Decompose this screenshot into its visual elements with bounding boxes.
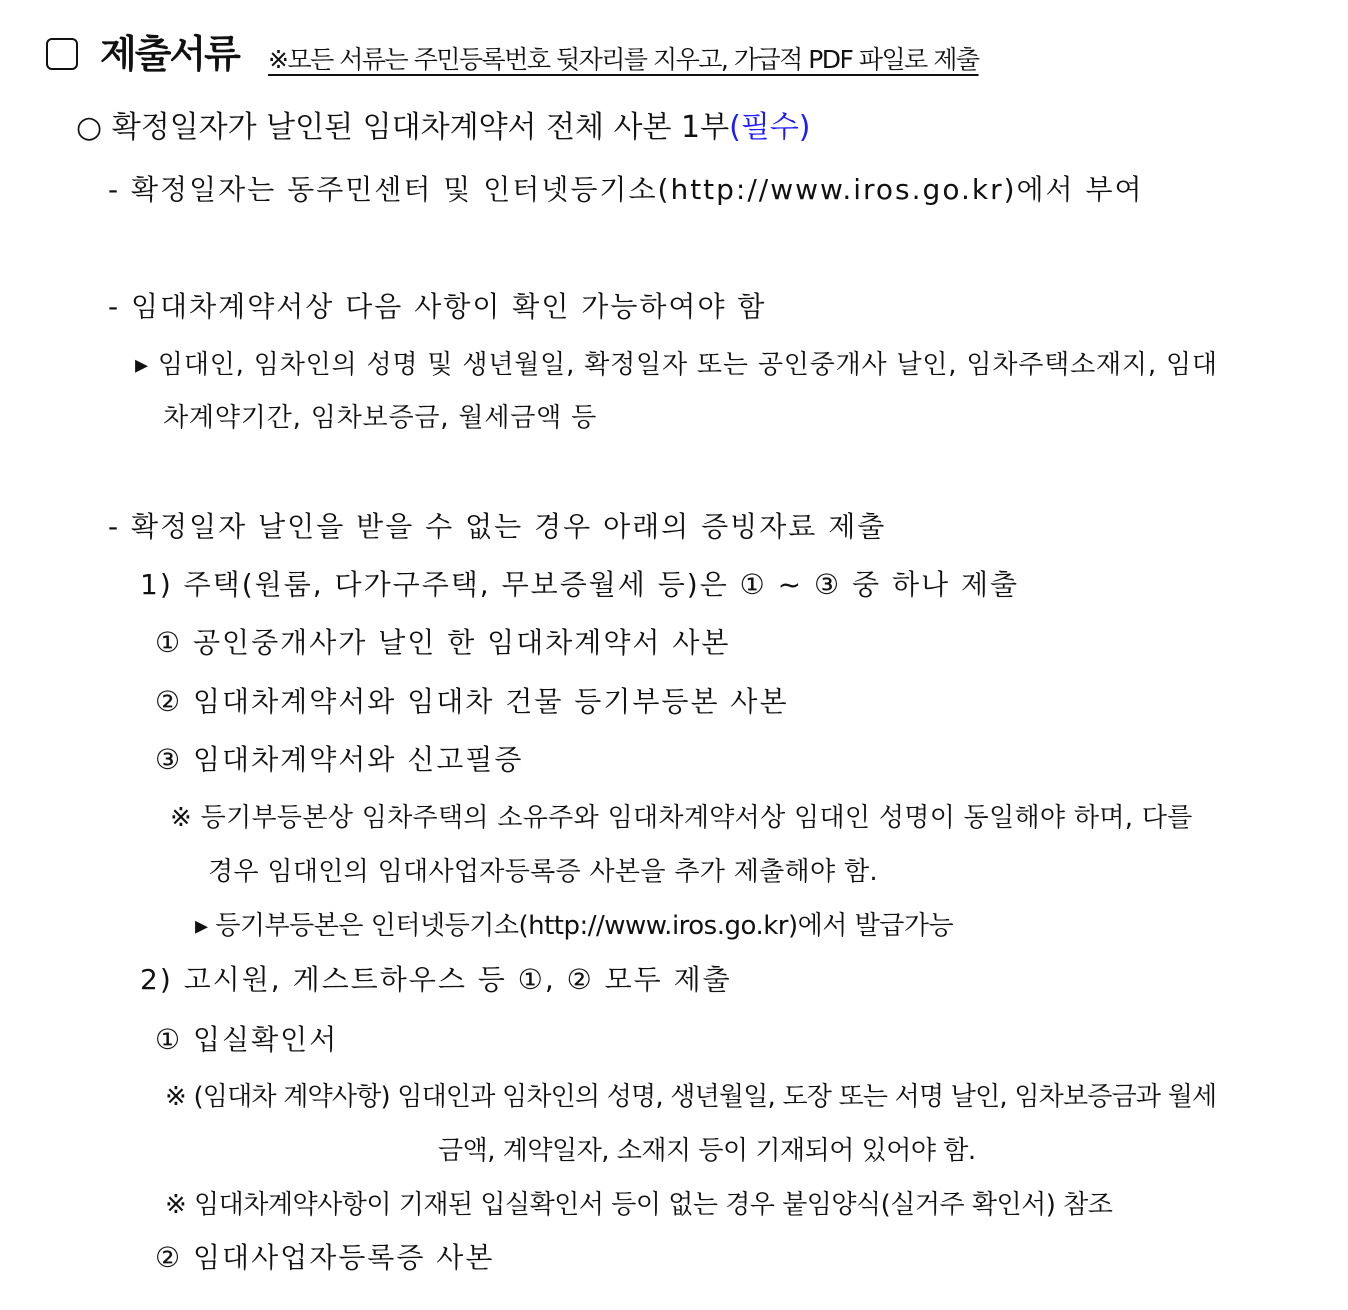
line: 경우 임대인의 임대사업자등록증 사본을 추가 제출해야 함. — [208, 857, 878, 887]
required-label: (필수) — [729, 110, 811, 145]
line: ※ (임대차 계약사항) 임대인과 임차인의 성명, 생년월일, 도장 또는 서명 날인, 임차보증금과 월세 — [165, 1082, 1217, 1112]
item-required-doc — [76, 108, 811, 148]
line: - 임대차계약서상 다음 사항이 확인 가능하여야 함 — [108, 290, 767, 323]
line: ① 공인중개사가 날인 한 임대차계약서 사본 — [155, 626, 731, 659]
line: ▸ 등기부등본은 인터넷등기소(http://www.iros.go.kr)에서 발급가능 — [195, 911, 954, 941]
line: 차계약기간, 임차보증금, 월세금액 등 — [163, 403, 598, 433]
line: ※ 등기부등본상 임차주택의 소유주와 임대차계약서상 임대인 성명이 동일해야 하며, 다를 — [170, 803, 1193, 833]
item-text: 확정일자가 날인된 임대차계약서 전체 사본 1부 — [111, 110, 730, 145]
line: ▸ 임대인, 임차인의 성명 및 생년월일, 확정일자 또는 공인중개사 날인, 임차주택소재지, 임대 — [135, 350, 1218, 380]
line: 2) 고시원, 게스트하우스 등 ①, ② 모두 제출 — [140, 963, 732, 996]
line: ② 임대차계약서와 임대차 건물 등기부등본 사본 — [155, 685, 789, 718]
line: ① 입실확인서 — [155, 1023, 339, 1056]
line: 1) 주택(원룸, 다가구주택, 무보증월세 등)은 ① ~ ③ 중 하나 제출 — [140, 568, 1020, 601]
line: ※ 임대차계약사항이 기재된 입실확인서 등이 없는 경우 붙임양식(실거주 확인서) 참조 — [165, 1190, 1113, 1220]
line: ② 임대사업자등록증 사본 — [155, 1241, 495, 1274]
line: 금액, 계약일자, 소재지 등이 기재되어 있어야 함. — [438, 1136, 976, 1166]
circle-bullet: ○ — [76, 110, 103, 145]
line: ③ 임대차계약서와 신고필증 — [155, 743, 524, 776]
line: - 확정일자는 동주민센터 및 인터넷등기소(http://www.iros.go.kr)에서 부여 — [108, 173, 1144, 206]
section-title: 제출서류 — [100, 32, 239, 76]
section-note: ※모든 서류는 주민등록번호 뒷자리를 지우고, 가급적 PDF 파일로 제출 — [268, 45, 979, 74]
checkbox-icon — [46, 38, 78, 70]
line: - 확정일자 날인을 받을 수 없는 경우 아래의 증빙자료 제출 — [108, 510, 887, 543]
